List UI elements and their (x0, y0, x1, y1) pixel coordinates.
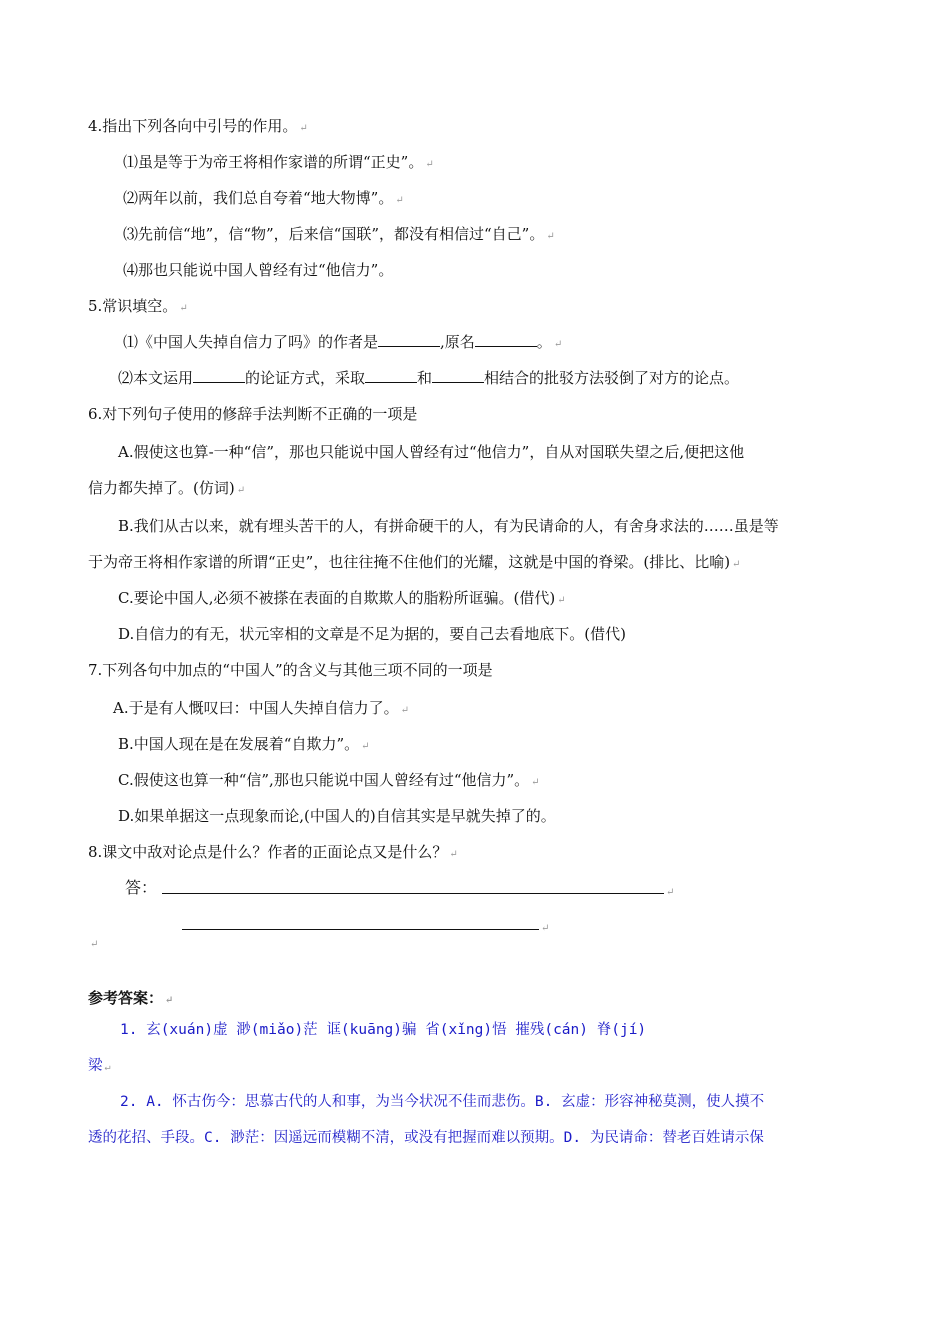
q4-item-2: ⑵两年以前，我们总自夸着“地大物博”。 ↵ (123, 189, 404, 207)
q4-title: 4.指出下列各向中引号的作用。 ↵ (88, 117, 308, 135)
paragraph-mark: ↵ (666, 887, 675, 898)
q7-option-d: D.如果单据这一点现象而论,(中国人的)自信其实是早就失掉了的。 (118, 807, 556, 825)
q6-option-d: D.自信力的有无，状元宰相的文章是不足为据的，要自己去看地底下。(借代) (118, 625, 626, 643)
q6-option-a-line2: 信力都失掉了。(仿词) ↵ (88, 479, 246, 497)
answer-line-2 (182, 929, 539, 930)
fill-blank (365, 368, 417, 383)
answer-1-line2: 梁 ↵ (88, 1058, 111, 1074)
q4-item-3: ⑶先前信“地”，信“物”，后来信“国联”，都没有相信过“自己”。 ↵ (123, 225, 555, 243)
q7-option-c: C.假使这也算一种“信”,那也只能说中国人曾经有过“他信力”。 ↵ (118, 771, 540, 789)
q6-option-a-line1: A.假使这也算-一种“信”，那也只能说中国人曾经有过“他信力”，自从对国联失望之后,便把这他 (118, 443, 745, 461)
q6-option-c: C.要论中国人,必须不被搽在表面的自欺欺人的脂粉所诓骗。(借代) ↵ (118, 589, 566, 607)
q6-title: 6.对下列句子使用的修辞手法判断不正确的一项是 (88, 405, 418, 423)
q4-item-4: ⑷那也只能说中国人曾经有过“他信力”。 (123, 261, 394, 279)
answer-1-line1: 1. 玄(xuán)虚 渺(miǎo)茫 诓(kuāng)骗 省(xǐng)悟 摧残(cán) 脊(jí) (120, 1022, 647, 1038)
answer-2-line2: 透的花招、手段。C. 渺茫：因遥远而模糊不清，或没有把握而难以预期。D. 为民请命：替老百姓请示保 (88, 1130, 764, 1146)
q6-option-b-line1: B.我们从古以来，就有埋头苦干的人，有拼命硬干的人，有为民请命的人，有舍身求法的……虽是等 (118, 517, 779, 535)
q7-option-b: B.中国人现在是在发展着“自欺力”。 ↵ (118, 735, 370, 753)
q7-title: 7.下列各句中加点的“中国人”的含义与其他三项不同的一项是 (88, 661, 493, 679)
answers-heading: 参考答案： ↵ (88, 989, 174, 1007)
q5-item-1: ⑴《中国人失掉自信力了吗》的作者是 ,原名 。 ↵ (123, 333, 563, 351)
answer-2-line1: 2. A. 怀古伤今：思慕古代的人和事，为当今状况不佳而悲伤。B. 玄虚：形容神秘莫测，使人摸不 (120, 1094, 765, 1110)
paragraph-mark: ↵ (90, 939, 99, 950)
q5-item-2: ⑵本文运用 的论证方式，采取 和 相结合的批驳方法驳倒了对方的论点。 (118, 369, 740, 387)
fill-blank (432, 368, 484, 383)
fill-blank (475, 332, 537, 347)
q6-option-b-line2: 于为帝王将相作家谱的所谓“正史”，也往往掩不住他们的光耀，这就是中国的脊梁。(排比、比喻) ↵ (88, 553, 741, 571)
answer-line-1 (162, 893, 664, 894)
paragraph-mark: ↵ (541, 923, 550, 934)
q4-item-1: ⑴虽是等于为帝王将相作家谱的所谓“正史”。 ↵ (123, 153, 434, 171)
fill-blank (193, 368, 245, 383)
q8-title: 8.课文中敌对论点是什么？作者的正面论点又是什么？ ↵ (88, 843, 458, 861)
q7-option-a: A.于是有人慨叹曰：中国人失掉自信力了。 ↵ (113, 699, 409, 717)
fill-blank (378, 332, 440, 347)
q8-answer-label: 答： (125, 878, 158, 897)
q5-title: 5.常识填空。 ↵ (88, 297, 188, 315)
